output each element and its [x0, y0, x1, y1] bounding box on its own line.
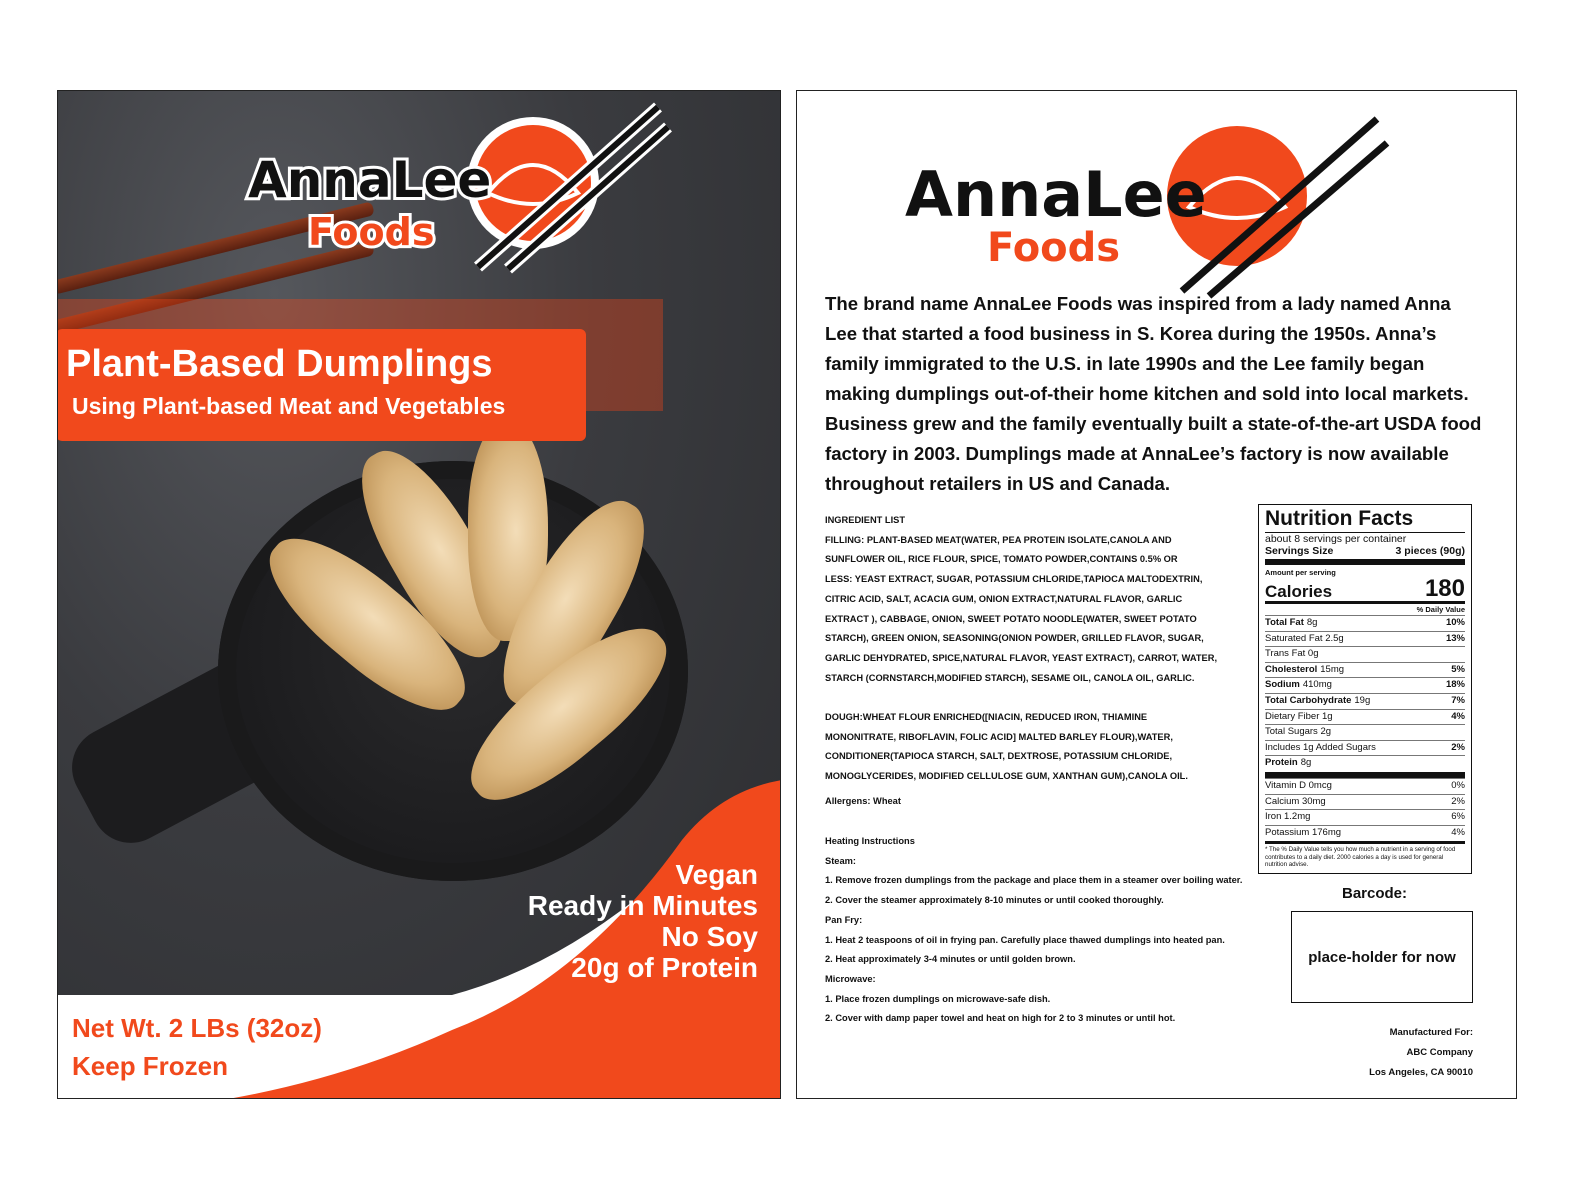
serving-size-row: [1265, 545, 1465, 565]
nutrient-row: [1265, 646, 1465, 662]
nutrient-amount: 15mg: [1320, 663, 1345, 675]
brand-story: The brand name AnnaLee Foods was inspired from a lady named Anna Lee that started a food business in S. Korea during the 1950s. Anna’s family immigrated to the U.S. in late 1990s and the Lee family began making dumplings out-of-their home kitchen and sold into local markets. Business grew and the family eventually built a state-of-the-art USDA food factory in 2003. Dumplings made at AnnaLee’s factory is now available throughout retailers in US and Canada.: [825, 293, 1482, 494]
vitamin-row: [1265, 825, 1465, 841]
filling-line: CITRIC ACID, SALT, ACACIA GUM, ONION EXTRACT,NATURAL FLAVOR, GARLIC: [825, 593, 1183, 604]
net-weight-block: [72, 1009, 322, 1085]
nutrient-label: [1265, 632, 1344, 647]
nutrient-name: Cholesterol: [1265, 663, 1318, 675]
filling-line: FILLING: PLANT-BASED MEAT(WATER, PEA PROTEIN ISOLATE,CANOLA AND: [825, 534, 1172, 545]
serving-size-label: Servings Size: [1265, 545, 1334, 557]
filling-line: LESS: YEAST EXTRACT, SUGAR, POTASSIUM CHLORIDE,TAPIOCA MALTODEXTRIN,: [825, 574, 1203, 585]
nutrient-row: [1265, 615, 1465, 631]
calories-row: [1265, 577, 1465, 604]
calories-value: 180: [1424, 575, 1465, 602]
filling-line: GARLIC DEHYDRATED, SPICE,NATURAL FLAVOR, YEAST EXTRACT), CARROT, WATER,: [825, 652, 1218, 663]
brand-logo: [897, 101, 1397, 301]
claim-item: Vegan: [675, 859, 758, 890]
brand-subname: Foods: [308, 210, 435, 254]
dough-line: MONOGLYCERIDES, MODIFIED CELLULOSE GUM, XANTHAN GUM),CANOLA OIL.: [825, 771, 1188, 782]
nutrient-row: [1265, 755, 1465, 771]
dough-line: DOUGH:WHEAT FLOUR ENRICHED([NIACIN, REDUCED IRON, THIAMINE: [825, 712, 1148, 723]
vitamin-label: Calcium 30mg: [1265, 795, 1326, 807]
manufacturer-line: ABC Company: [1406, 1047, 1473, 1058]
nutrient-label: [1265, 725, 1331, 740]
amount-per-serving: Amount per serving: [1265, 568, 1336, 577]
heating-line: 2. Heat approximately 3-4 minutes or until golden brown.: [825, 954, 1076, 965]
vitamin-row: [1265, 778, 1465, 794]
daily-value-header: % Daily Value: [1416, 605, 1465, 614]
dough-line: MONONITRATE, RIBOFLAVIN, FOLIC ACID] MALTED BARLEY FLOUR),WATER,: [825, 731, 1173, 742]
brand-name: AnnaLee: [905, 158, 1207, 231]
manufacturer-info: [1369, 1023, 1473, 1083]
filling-line: STARCH), GREEN ONION, SEASONING(ONION POWDER, GRILLED FLAVOR, SUGAR,: [825, 633, 1204, 644]
nutrient-row: [1265, 709, 1465, 725]
product-title: Plant-Based Dumplings: [66, 343, 493, 385]
nutrient-label: [1265, 694, 1370, 709]
nutrient-row: [1265, 631, 1465, 647]
heating-line: Steam:: [825, 855, 857, 866]
nutrient-row: [1265, 662, 1465, 678]
nutrition-footnote: * The % Daily Value tells you how much a nutrient in a serving of food contributes to a daily diet. 2000 calories a day is used for general nutrition advise.: [1265, 841, 1465, 868]
nutrient-label: [1265, 647, 1319, 662]
heating-line: 2. Cover with damp paper towel and heat on high for 2 to 3 minutes or until hot.: [825, 1013, 1176, 1024]
vitamin-daily-value: 2%: [1451, 795, 1465, 807]
nutrient-daily-value: 4%: [1451, 710, 1465, 722]
nutrient-amount: 8g: [1300, 757, 1312, 769]
nutrient-row: [1265, 740, 1465, 756]
vitamin-row: [1265, 794, 1465, 810]
storage-instruction: Keep Frozen: [72, 1051, 229, 1081]
nutrient-label: [1265, 756, 1311, 771]
nutrient-daily-value: 5%: [1451, 663, 1465, 675]
brand-subname: Foods: [987, 225, 1121, 271]
nutrient-name: Includes 1g Added Sugars: [1265, 741, 1376, 753]
nutrient-row: [1265, 724, 1465, 740]
nutrient-name: Total Sugars 2g: [1265, 726, 1332, 738]
filling-line: STARCH (CORNSTARCH,MODIFIED STARCH), SESAME OIL, CANOLA OIL, GARLIC.: [825, 672, 1195, 683]
heating-line: 2. Cover the steamer approximately 8-10 minutes or until cooked thoroughly.: [825, 895, 1164, 906]
filling-line: SUNFLOWER OIL, RICE FLOUR, SPICE, TOMATO POWDER,CONTAINS 0.5% OR: [825, 554, 1178, 565]
barcode-placeholder: [1291, 911, 1473, 1003]
serving-size-value: 3 pieces (90g): [1395, 545, 1465, 557]
heating-heading: Heating Instructions: [825, 836, 915, 846]
vitamin-label: Iron 1.2mg: [1265, 811, 1311, 823]
net-weight: Net Wt. 2 LBs (32oz): [72, 1013, 322, 1043]
nutrition-facts-panel: [1258, 504, 1472, 874]
vitamin-daily-value: 4%: [1451, 826, 1465, 838]
brand-name: AnnaLee: [248, 151, 492, 209]
nutrient-amount: 410mg: [1302, 679, 1332, 691]
dough-line: CONDITIONER(TAPIOCA STARCH, SALT, DEXTROSE, POTASSIUM CHLORIDE,: [825, 751, 1173, 762]
ingredient-heading: INGREDIENT LIST: [825, 515, 906, 525]
filling-line: EXTRACT ), CABBAGE, ONION, SWEET POTATO NOODLE(WATER, SWEET POTATO: [825, 613, 1197, 624]
vitamin-row: [1265, 809, 1465, 825]
nutrient-daily-value: 10%: [1445, 617, 1465, 628]
nutrient-daily-value: 7%: [1451, 694, 1465, 706]
heating-instructions: [825, 832, 1242, 1029]
nutrient-amount: 19g: [1354, 694, 1371, 706]
vitamin-rows: [1265, 778, 1465, 840]
nutrient-label: [1265, 741, 1376, 756]
nutrient-name: Protein: [1265, 757, 1298, 769]
nutrient-rows: [1265, 615, 1465, 771]
claims-list: [528, 859, 758, 983]
servings-per-container: about 8 servings per container: [1265, 532, 1465, 545]
barcode-label: Barcode:: [1342, 885, 1408, 902]
heating-line: 1. Heat 2 teaspoons of oil in frying pan. Carefully place thawed dumplings into heated pan.: [825, 934, 1225, 945]
claim-item: Ready in Minutes: [527, 890, 758, 921]
nutrient-name: Total Carbohydrate: [1265, 694, 1352, 706]
nutrient-name: Trans Fat 0g: [1265, 648, 1319, 660]
barcode-placeholder-text: place-holder for now: [1308, 948, 1456, 966]
nutrition-title: Nutrition Facts: [1265, 507, 1414, 530]
nutrient-label: [1265, 710, 1333, 725]
calories-label: Calories: [1265, 582, 1333, 601]
nutrient-name: Dietary Fiber 1g: [1265, 710, 1333, 722]
manufacturer-line: Manufactured For:: [1389, 1027, 1473, 1038]
nutrient-name: Sodium: [1265, 679, 1300, 691]
front-panel: [57, 90, 781, 1099]
manufacturer-line: Los Angeles, CA 90010: [1369, 1067, 1473, 1078]
heating-line: Pan Fry:: [825, 914, 863, 925]
nutrient-daily-value: 13%: [1445, 632, 1465, 644]
claim-item: 20g of Protein: [571, 952, 758, 983]
vitamin-daily-value: 6%: [1451, 811, 1465, 823]
heating-line: 1. Place frozen dumplings on microwave-safe dish.: [825, 993, 1051, 1004]
heating-line: Microwave:: [825, 973, 876, 984]
nutrient-label: [1265, 678, 1332, 693]
back-panel: [796, 90, 1517, 1099]
nutrient-amount: 8g: [1306, 617, 1318, 628]
nutrient-name: Saturated Fat 2.5g: [1265, 632, 1344, 644]
vitamin-label: Vitamin D 0mcg: [1265, 779, 1332, 791]
nutrient-label: [1265, 616, 1317, 631]
claim-item: No Soy: [661, 921, 758, 952]
ingredient-list: [825, 511, 1217, 812]
nutrient-row: [1265, 693, 1465, 709]
allergens: Allergens: Wheat: [825, 795, 901, 806]
product-subtitle: Using Plant-based Meat and Vegetables: [72, 393, 506, 419]
nutrient-daily-value: 18%: [1445, 679, 1465, 691]
vitamin-daily-value: 0%: [1451, 779, 1465, 791]
nutrient-row: [1265, 677, 1465, 693]
brand-logo: [238, 97, 688, 277]
nutrient-label: [1265, 663, 1344, 678]
vitamin-label: Potassium 176mg: [1265, 826, 1342, 838]
heating-line: 1. Remove frozen dumplings from the package and place them in a steamer over boiling water.: [825, 875, 1243, 886]
nutrient-daily-value: 2%: [1451, 741, 1465, 753]
nutrient-name: Total Fat: [1265, 617, 1304, 628]
